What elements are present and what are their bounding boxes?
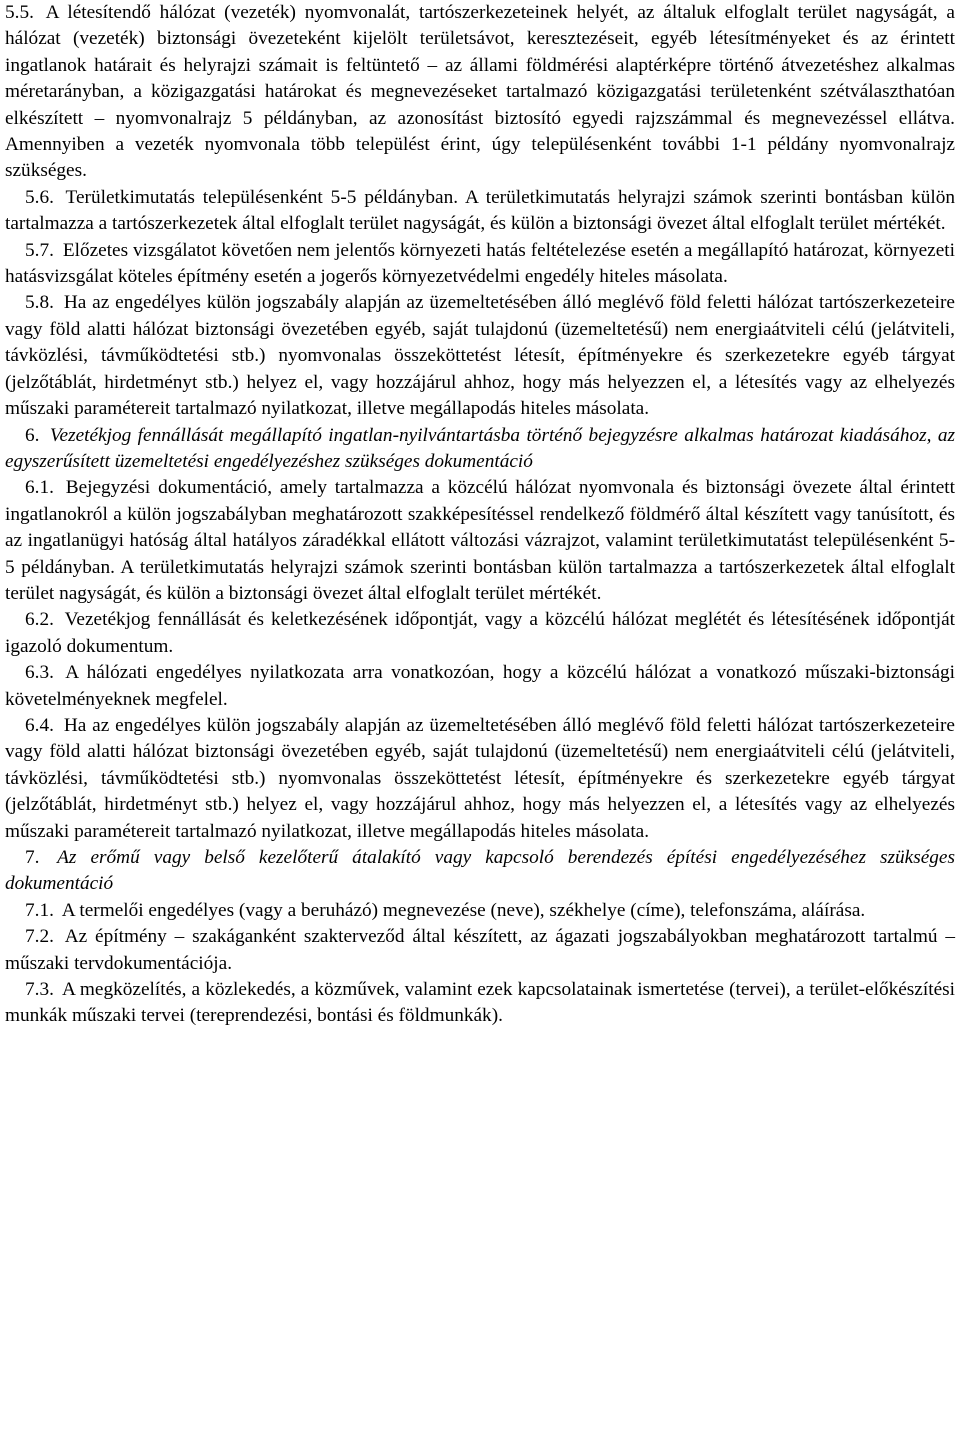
paragraph-5-7 [5, 238, 955, 291]
paragraph-number: 6.1. [25, 477, 54, 499]
paragraph-7-1 [5, 898, 955, 924]
paragraph-number: 5.8. [25, 292, 54, 314]
paragraph-text: Vezetékjog fennállását és keletkezésének időpontját, vagy a közcélú hálózat meglétét és létesítésének időpontját igazoló dokumentum. [5, 609, 955, 657]
section-title: Az erőmű vagy belső kezelőterű átalakító vagy kapcsoló berendezés építési engedélyezéséhez szükséges dokumentáció [5, 847, 955, 895]
paragraph-text: Ha az engedélyes külön jogszabály alapján az üzemeltetésében álló meglévő föld feletti hálózat tartószerkezeteire vagy föld alatti hálózat biztonsági övezetében egyéb, saját tulajdonú (üzemeltetésű) nem energiaátviteli célú (jelátviteli, távközlési, távműködtetési stb.) nyomvonalas összeköttetést létesít, építményekre és szerkezetekre egyéb tárgyat (jelzőtáblát, hirdetményt stb.) helyez el, vagy hozzájárul ahhoz, hogy más helyezzen el, a létesítés vagy az elhelyezés műszaki paramétereit tartalmazó nyilatkozat, illetve megállapodás hiteles másolata. [5, 292, 955, 420]
section-heading-7 [5, 845, 955, 898]
paragraph-5-5 [5, 0, 955, 185]
paragraph-number: 5.5. [5, 2, 34, 23]
paragraph-text: A termelői engedélyes (vagy a beruházó) megnevezése (neve), székhelye (címe), telefonszáma, aláírása. [61, 899, 866, 921]
paragraph-6-3 [5, 660, 955, 713]
paragraph-number: 6.3. [25, 662, 54, 684]
section-number: 7. [25, 847, 40, 868]
document-page [5, 0, 955, 1030]
paragraph-number: 5.7. [25, 239, 54, 261]
paragraph-text: Bejegyzési dokumentáció, amely tartalmazza a közcélú hálózat nyomvonala és biztonsági övezete által érintett ingatlanokról a külön jogszabályban meghatározott szakképesítéssel rendelkező földmérő által készített vagy tanúsított, és az ingatlanügyi hatóság által hatályos záradékkal ellátott változási vázrajzot, valamint területkimutatást településenként 5-5 példányban. A területkimutatás helyrajzi számok szerinti bontásban külön tartalmazza a tartószerkezetek által elfoglalt terület nagyságát, és külön a biztonsági övezet által elfoglalt terület mértékét. [5, 477, 955, 604]
section-number: 6. [25, 424, 40, 446]
paragraph-text: Az építmény – szakáganként szakterveződ által készített, az ágazati jogszabályokban meghatározott tartalmú – műszaki tervdokumentációja. [5, 926, 955, 974]
paragraph-text: Ha az engedélyes külön jogszabály alapján az üzemeltetésében álló meglévő föld feletti hálózat tartószerkezeteire vagy föld alatti hálózat biztonsági övezetében egyéb, saját tulajdonú (üzemeltetésű) nem energiaátviteli célú (jelátviteli, távközlési, távműködtetési stb.) nyomvonalas összeköttetést létesít, építményekre és szerkezetekre egyéb tárgyat (jelzőtáblát, hirdetményt stb.) helyez el, vagy hozzájárul ahhoz, hogy más helyezzen el, a létesítés vagy az elhelyezés műszaki paramétereit tartalmazó nyilatkozat, illetve megállapodás hiteles másolata. [5, 714, 955, 842]
paragraph-5-6 [5, 185, 955, 238]
paragraph-number: 7.2. [25, 926, 54, 948]
paragraph-7-2 [5, 924, 955, 977]
paragraph-number: 6.2. [25, 609, 54, 631]
paragraph-5-8 [5, 290, 955, 422]
section-title: Vezetékjog fennállását megállapító ingatlan-nyilvántartásba történő bejegyzésre alkalmas határozat kiadásához, az egyszerűsített üzemeltetési engedélyezéshez szükséges dokumentáció [5, 424, 955, 472]
paragraph-number: 6.4. [25, 714, 54, 736]
paragraph-text: Előzetes vizsgálatot követően nem jelentős környezeti hatás feltételezése esetén a megállapító határozat, környezeti hatásvizsgálat köteles építmény esetén a jogerős környezetvédelmi engedély hiteles másolata. [5, 239, 955, 288]
section-heading-6 [5, 423, 955, 476]
paragraph-6-1 [5, 475, 955, 607]
paragraph-text: A megközelítés, a közlekedés, a közművek, valamint ezek kapcsolatainak ismertetése (tervei), a terület-előkészítési munkák műszaki tervei (tereprendezési, bontási és földmunkák). [5, 979, 955, 1027]
paragraph-text: A létesítendő hálózat (vezeték) nyomvonalát, tartószerkezeteinek helyét, az általuk elfoglalt terület nagyságát, a hálózat (vezeték) biztonsági övezeteként kijelölt területsávot, keresztezéseit, egyéb létesítményeket és az érintett ingatlanok határait és helyrajzi számait is feltüntető – az állami földmérési alaptérképre történő átvezetéshez alkalmas méretarányban, a közigazgatási határokat és megnevezéseket tartalmazó közigazgatási területenként szétválaszthatóan elkészített – nyomvonalrajz 5 példányban, az azonosítást biztosító egyedi rajzszámmal és megnevezéssel ellátva. Amennyiben a vezeték nyomvonala több települést érint, úgy településenként további 1-1 példány nyomvonalrajz szükséges. [5, 2, 955, 182]
paragraph-7-3 [5, 977, 955, 1030]
paragraph-text: Területkimutatás településenként 5-5 példányban. A területkimutatás helyrajzi számok szerinti bontásban külön tartalmazza a tartószerkezetek által elfoglalt terület nagyságát, és külön a biztonsági övezet által elfoglalt terület mértékét. [5, 186, 955, 235]
paragraph-number: 7.3. [25, 979, 54, 1001]
paragraph-text: A hálózati engedélyes nyilatkozata arra vonatkozóan, hogy a közcélú hálózat a vonatkozó műszaki-biztonsági követelményeknek megfelel. [5, 662, 955, 710]
paragraph-6-4 [5, 713, 955, 845]
paragraph-number: 7.1. [25, 899, 54, 921]
paragraph-6-2 [5, 607, 955, 660]
paragraph-number: 5.6. [25, 186, 54, 208]
